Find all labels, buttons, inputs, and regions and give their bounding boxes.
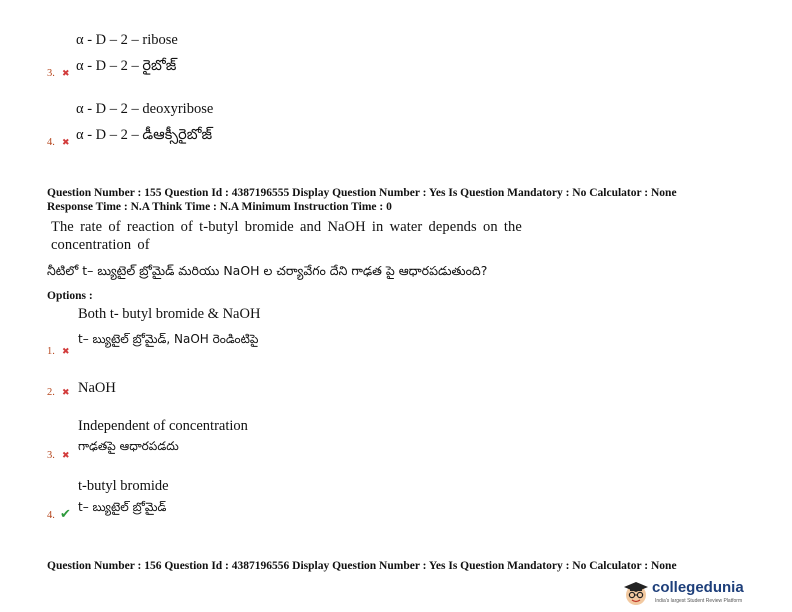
option-1-te[interactable]: t– బ్యుటైల్ బ్రోమైడ్, NaOH రెండింటిపై	[78, 332, 259, 346]
option-4-te[interactable]: t– బ్యుటైల్ బ్రోమైడ్	[78, 500, 167, 514]
question-text-line-1: The rate of reaction of t-butyl bromide and NaOH in water depends on the	[51, 219, 522, 235]
option-3-number: 3.	[47, 450, 55, 461]
next-question-meta-line-1: Question Number : 156 Question Id : 4387196556 Display Question Number : Yes Is Question Mandatory : No Calculator : None	[47, 560, 677, 572]
question-meta-line-1: Question Number : 155 Question Id : 4387196555 Display Question Number : Yes Is Question Mandatory : No Calculator : None	[47, 187, 677, 199]
prev-option-4-cross-icon: ✖	[62, 138, 70, 148]
prev-option-3-cross-icon: ✖	[62, 69, 70, 79]
logo-tagline: India's largest Student Review Platform	[655, 598, 743, 604]
prev-option-3-en: α - D – 2 – ribose	[76, 32, 178, 48]
options-label: Options :	[47, 290, 93, 302]
prev-option-3-number: 3.	[47, 68, 55, 79]
graduate-mascot-icon	[622, 579, 650, 607]
question-text-line-2: concentration of	[51, 237, 150, 253]
option-1-cross-icon: ✖	[62, 347, 70, 357]
option-4-check-icon: ✔	[60, 507, 71, 522]
prev-option-4-number: 4.	[47, 137, 55, 148]
option-3-en[interactable]: Independent of concentration	[78, 418, 248, 434]
prev-option-3-te: α - D – 2 – రైబోజ్	[76, 58, 177, 74]
option-3-cross-icon: ✖	[62, 451, 70, 461]
question-text-telugu: నీటిలో t– బ్యుటైల్ బ్రోమైడ్ మరియు NaOH ల చర్యావేగం దేని గాఢత పై ఆధారపడుతుంది?	[47, 263, 488, 278]
option-1-en[interactable]: Both t- butyl bromide & NaOH	[78, 306, 261, 322]
option-2-en[interactable]: NaOH	[78, 380, 116, 396]
option-2-cross-icon: ✖	[62, 388, 70, 398]
option-2-number: 2.	[47, 387, 55, 398]
prev-option-4-te: α - D – 2 – డీఆక్సీరైబోజ్	[76, 127, 213, 143]
option-4-en[interactable]: t-butyl bromide	[78, 478, 169, 494]
option-4-number: 4.	[47, 510, 55, 521]
logo-wordmark: collegedunia	[652, 579, 744, 596]
option-3-te[interactable]: గాఢతపై ఆధారపడదు	[78, 439, 179, 453]
question-meta-line-2: Response Time : N.A Think Time : N.A Minimum Instruction Time : 0	[47, 201, 392, 213]
option-1-number: 1.	[47, 346, 55, 357]
prev-option-4-en: α - D – 2 – deoxyribose	[76, 101, 214, 117]
